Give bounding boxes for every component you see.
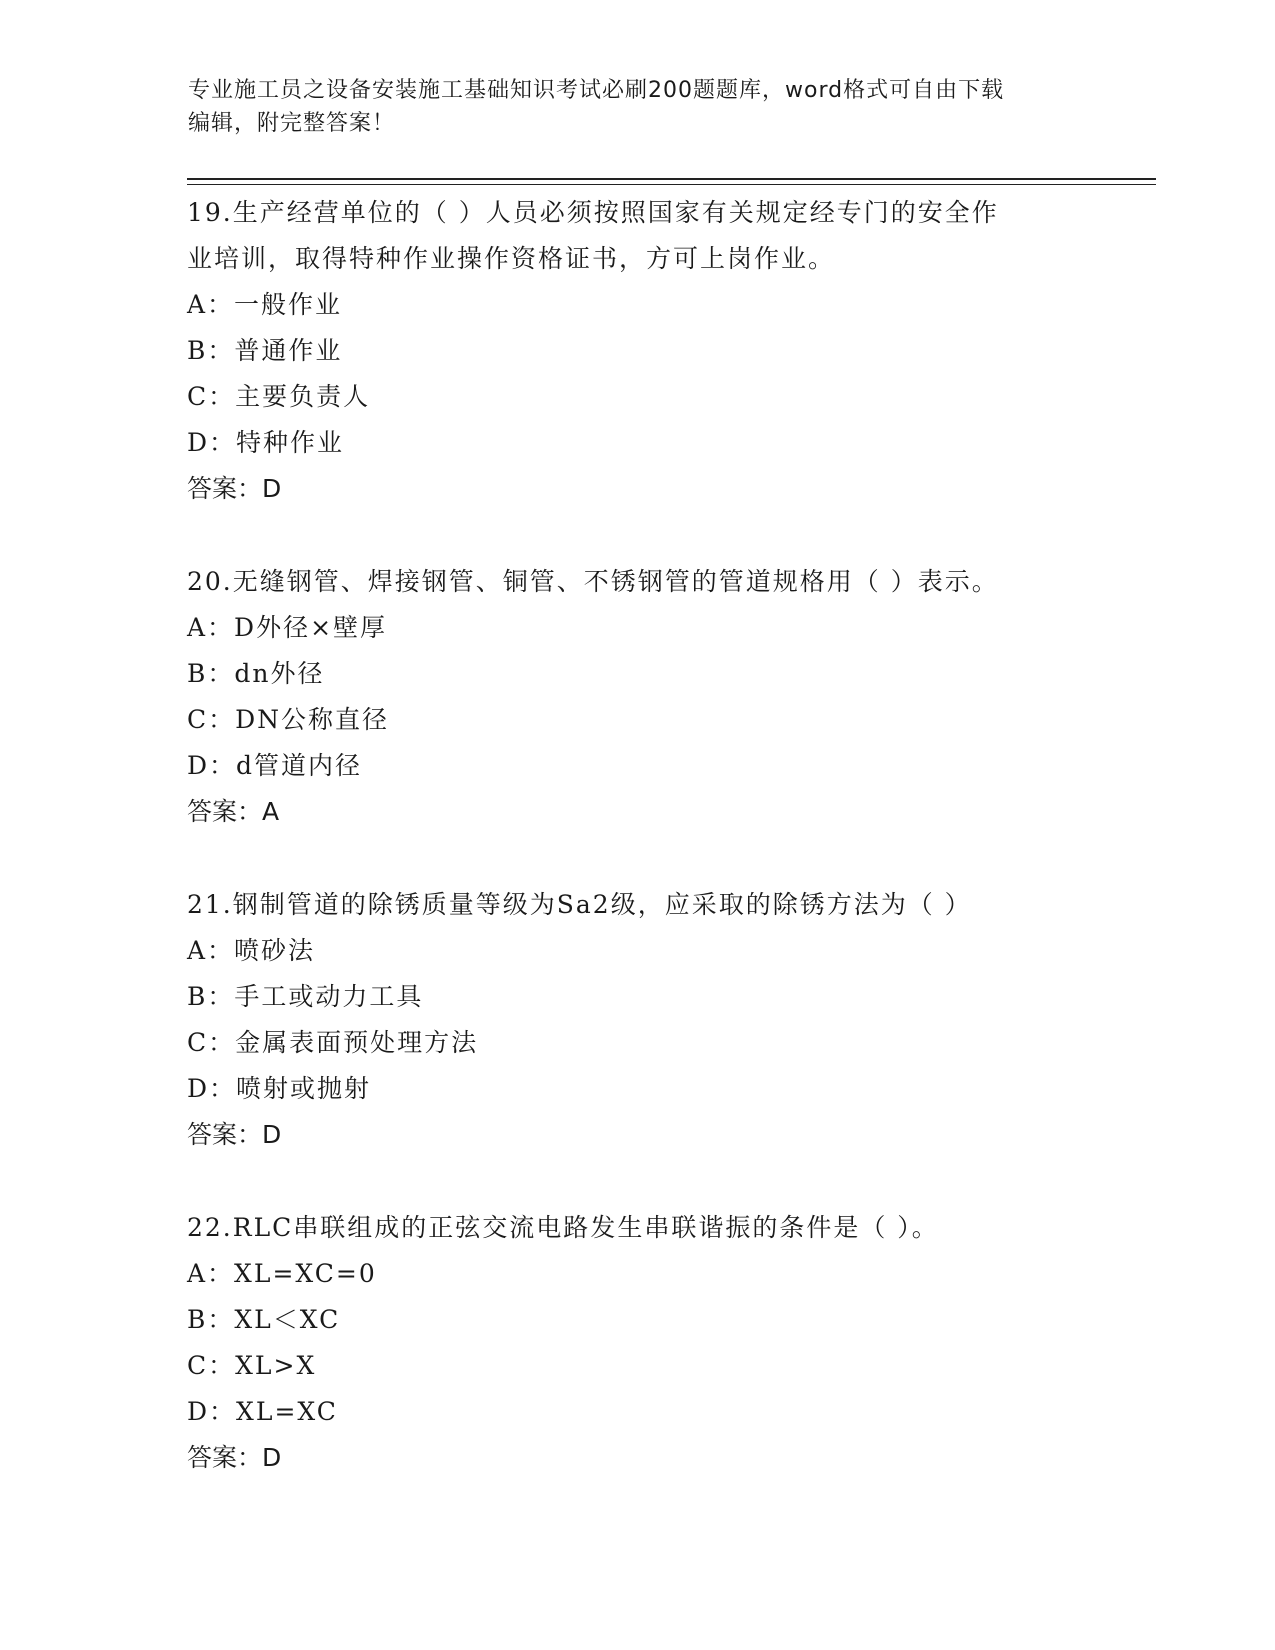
answer-label: 答案：D — [187, 1120, 282, 1149]
option-b: B：普通作业 — [187, 336, 343, 365]
question-stem-continued: 业培训，取得特种作业操作资格证书，方可上岗作业。 — [187, 244, 836, 273]
option-d: D：喷射或抛射 — [187, 1074, 372, 1103]
option-b: B：XL＜XC — [187, 1305, 341, 1334]
header-divider-thick — [187, 178, 1156, 180]
question-20 — [187, 559, 1087, 835]
question-22 — [187, 1205, 1087, 1481]
option-d: D：d管道内径 — [187, 751, 363, 780]
option-b: B：dn外径 — [187, 659, 325, 688]
option-b: B：手工或动力工具 — [187, 982, 424, 1011]
question-stem: 20.无缝钢管、焊接钢管、铜管、不锈钢管的管道规格用（ ）表示。 — [187, 567, 999, 596]
option-c: C：DN公称直径 — [187, 705, 390, 734]
question-stem: 21.钢制管道的除锈质量等级为Sa2级，应采取的除锈方法为（ ） — [187, 890, 972, 919]
document-header — [188, 74, 1068, 140]
answer-label: 答案：D — [187, 1443, 282, 1472]
option-a: A：喷砂法 — [187, 936, 316, 965]
question-stem: 22.RLC串联组成的正弦交流电路发生串联谐振的条件是（ ）。 — [187, 1213, 939, 1242]
option-c: C：XL>X — [187, 1351, 317, 1380]
option-d: D：特种作业 — [187, 428, 345, 457]
answer-label: 答案：A — [187, 797, 280, 826]
question-21 — [187, 882, 1087, 1158]
question-19 — [187, 190, 1087, 512]
option-d: D：XL=XC — [187, 1397, 338, 1426]
header-line-1: 专业施工员之设备安装施工基础知识考试必刷200题题库，word格式可自由下载 — [188, 78, 1005, 103]
header-line-2: 编辑，附完整答案！ — [188, 111, 396, 136]
question-list — [187, 190, 1087, 1481]
option-c: C：主要负责人 — [187, 382, 371, 411]
header-divider-thin — [187, 184, 1156, 185]
option-c: C：金属表面预处理方法 — [187, 1028, 479, 1057]
answer-label: 答案：D — [187, 474, 282, 503]
option-a: A：D外径×壁厚 — [187, 613, 388, 642]
option-a: A：一般作业 — [187, 290, 343, 319]
question-stem: 19.生产经营单位的（ ）人员必须按照国家有关规定经专门的安全作 — [187, 198, 999, 227]
option-a: A：XL=XC=0 — [187, 1259, 377, 1288]
